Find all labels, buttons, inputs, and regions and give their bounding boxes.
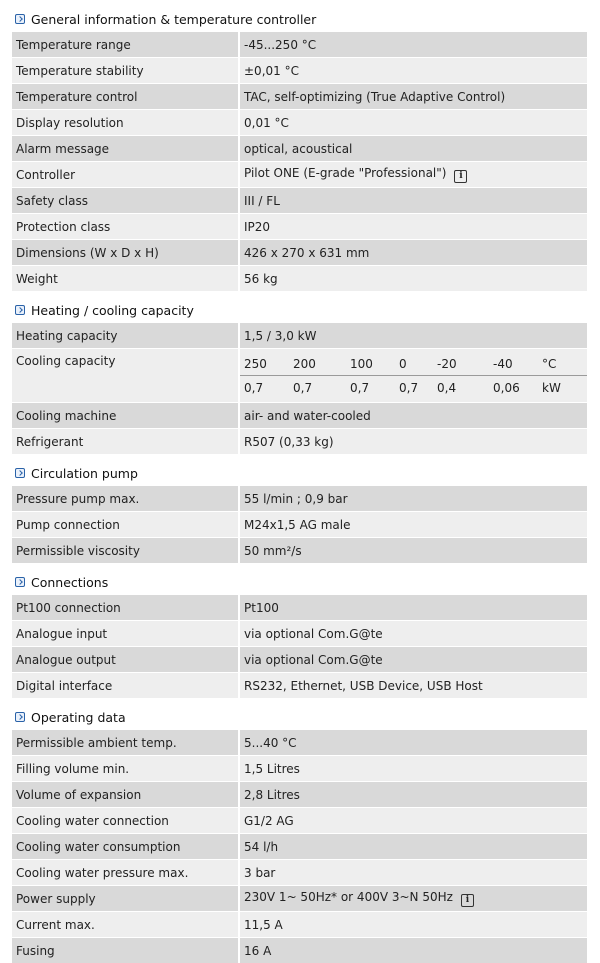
- row-value-cell: [239, 730, 587, 756]
- row-value: 0,01 °C: [244, 116, 289, 130]
- row-value: -45...250 °C: [244, 38, 316, 52]
- table-row: [12, 673, 587, 699]
- table-row: [12, 538, 587, 564]
- row-value-cell: [239, 58, 587, 84]
- row-label: Protection class: [12, 214, 239, 240]
- row-value: 16 A: [244, 944, 271, 958]
- table-row: [12, 84, 587, 110]
- table-row: [12, 860, 587, 886]
- row-label: Cooling water pressure max.: [12, 860, 239, 886]
- capacity-cell: 0,7: [244, 381, 293, 395]
- row-value-cell: [239, 512, 587, 538]
- table-row: [12, 912, 587, 938]
- row-label: Heating capacity: [12, 323, 239, 349]
- section-title: Circulation pump: [31, 466, 138, 481]
- table-row: [12, 403, 587, 429]
- row-value-cell: [239, 162, 587, 188]
- row-value: 56 kg: [244, 272, 278, 286]
- row-label: Temperature range: [12, 32, 239, 58]
- table-row: [12, 938, 587, 963]
- row-value-cell: [239, 595, 587, 621]
- capacity-cell: 0,4: [437, 381, 493, 395]
- row-value: Pilot ONE (E-grade "Professional"): [244, 166, 446, 180]
- row-value-cell: [239, 912, 587, 938]
- row-label: Pressure pump max.: [12, 486, 239, 512]
- row-value: 50 mm²/s: [244, 544, 302, 558]
- row-label: Alarm message: [12, 136, 239, 162]
- row-value-cell: [239, 136, 587, 162]
- table-row: [12, 323, 587, 349]
- row-label: Pt100 connection: [12, 595, 239, 621]
- table-row: [12, 58, 587, 84]
- row-value-cell: [239, 403, 587, 429]
- temperature-cell: 100: [350, 357, 399, 371]
- table-row: [12, 886, 587, 912]
- row-value: 5...40 °C: [244, 736, 297, 750]
- section-arrow-icon: [15, 577, 25, 587]
- temperature-cell: 250: [244, 357, 293, 371]
- section-header: [15, 301, 600, 319]
- row-label: Digital interface: [12, 673, 239, 699]
- row-value: 55 l/min ; 0,9 bar: [244, 492, 348, 506]
- row-value-cell: [239, 214, 587, 240]
- row-value: IP20: [244, 220, 270, 234]
- row-value-cell: [239, 673, 587, 699]
- row-value: R507 (0,33 kg): [244, 435, 334, 449]
- row-value: 1,5 / 3,0 kW: [244, 329, 316, 343]
- table-row: [12, 834, 587, 860]
- temperature-row: [240, 352, 587, 375]
- row-label: Display resolution: [12, 110, 239, 136]
- table-row: [12, 214, 587, 240]
- row-value: 1,5 Litres: [244, 762, 300, 776]
- row-label: Temperature stability: [12, 58, 239, 84]
- row-value: via optional Com.G@te: [244, 627, 383, 641]
- row-label: Analogue input: [12, 621, 239, 647]
- row-label: Pump connection: [12, 512, 239, 538]
- row-label: Analogue output: [12, 647, 239, 673]
- row-label: Safety class: [12, 188, 239, 214]
- row-value: air- and water-cooled: [244, 409, 371, 423]
- row-label: Refrigerant: [12, 429, 239, 455]
- row-value-cell: [239, 756, 587, 782]
- row-value: 11,5 A: [244, 918, 283, 932]
- cooling-capacity-grid: [239, 349, 587, 403]
- row-value: RS232, Ethernet, USB Device, USB Host: [244, 679, 483, 693]
- row-value: III / FL: [244, 194, 280, 208]
- row-value-cell: [239, 188, 587, 214]
- table-row: [12, 110, 587, 136]
- section-header: [15, 10, 600, 28]
- row-value-cell: [239, 429, 587, 455]
- row-value: 426 x 270 x 631 mm: [244, 246, 369, 260]
- temperature-cell: -40: [493, 357, 542, 371]
- row-value: optical, acoustical: [244, 142, 352, 156]
- temperature-cell: 200: [293, 357, 350, 371]
- spec-table: [12, 485, 587, 563]
- row-value: G1/2 AG: [244, 814, 294, 828]
- table-row: [12, 429, 587, 455]
- row-label: Dimensions (W x D x H): [12, 240, 239, 266]
- table-row: [12, 730, 587, 756]
- row-value: Pt100: [244, 601, 279, 615]
- row-label: Cooling capacity: [12, 349, 239, 403]
- table-row: [12, 136, 587, 162]
- row-value-cell: [239, 621, 587, 647]
- row-value-cell: [239, 32, 587, 58]
- row-value-cell: [239, 110, 587, 136]
- row-value: 230V 1~ 50Hz* or 400V 3~N 50Hz: [244, 890, 453, 904]
- section-title: Connections: [31, 575, 108, 590]
- capacity-cell: 0,7: [293, 381, 350, 395]
- section-title: General information & temperature controller: [31, 12, 316, 27]
- table-row: [12, 647, 587, 673]
- section-title: Operating data: [31, 710, 126, 725]
- table-row: [12, 756, 587, 782]
- section-header: [15, 464, 600, 482]
- row-value-cell: [239, 860, 587, 886]
- temperature-cell: 0: [399, 357, 437, 371]
- row-value-cell: [239, 834, 587, 860]
- table-row: [12, 266, 587, 292]
- row-label: Temperature control: [12, 84, 239, 110]
- table-row: [12, 486, 587, 512]
- row-value: TAC, self-optimizing (True Adaptive Control): [244, 90, 505, 104]
- row-value-cell: [239, 240, 587, 266]
- spec-table: [12, 729, 587, 963]
- row-value-cell: [239, 886, 587, 912]
- row-label: Cooling water connection: [12, 808, 239, 834]
- table-row: [12, 782, 587, 808]
- row-value: 3 bar: [244, 866, 275, 880]
- table-row: [12, 621, 587, 647]
- capacity-cell: 0,7: [399, 381, 437, 395]
- table-row: [12, 32, 587, 58]
- row-value-cell: [239, 84, 587, 110]
- row-value: via optional Com.G@te: [244, 653, 383, 667]
- table-row: [12, 808, 587, 834]
- row-label: Controller: [12, 162, 239, 188]
- row-value-cell: [239, 323, 587, 349]
- temperature-cell: -20: [437, 357, 493, 371]
- section-arrow-icon: [15, 305, 25, 315]
- spec-sheet: [0, 10, 600, 963]
- row-value: ±0,01 °C: [244, 64, 299, 78]
- row-value: M24x1,5 AG male: [244, 518, 351, 532]
- capacity-cell: 0,7: [350, 381, 399, 395]
- temperature-cell: °C: [542, 357, 582, 371]
- spec-table: [12, 322, 587, 454]
- row-label: Volume of expansion: [12, 782, 239, 808]
- info-icon[interactable]: i: [454, 170, 467, 183]
- row-value-cell: [239, 266, 587, 292]
- table-row: [12, 595, 587, 621]
- row-value-cell: [239, 938, 587, 963]
- row-value: 54 l/h: [244, 840, 278, 854]
- table-row: [12, 349, 587, 403]
- row-label: Filling volume min.: [12, 756, 239, 782]
- capacity-row: [240, 375, 587, 399]
- row-label: Cooling machine: [12, 403, 239, 429]
- row-label: Power supply: [12, 886, 239, 912]
- row-label: Permissible ambient temp.: [12, 730, 239, 756]
- section-title: Heating / cooling capacity: [31, 303, 194, 318]
- table-row: [12, 512, 587, 538]
- section-arrow-icon: [15, 468, 25, 478]
- row-value: 2,8 Litres: [244, 788, 300, 802]
- row-value-cell: [239, 808, 587, 834]
- section-header: [15, 708, 600, 726]
- capacity-cell: kW: [542, 381, 582, 395]
- row-value-cell: [239, 538, 587, 564]
- capacity-cell: 0,06: [493, 381, 542, 395]
- spec-table: [12, 31, 587, 291]
- row-label: Permissible viscosity: [12, 538, 239, 564]
- row-value-cell: [239, 647, 587, 673]
- row-value-cell: [239, 782, 587, 808]
- row-label: Current max.: [12, 912, 239, 938]
- spec-table: [12, 594, 587, 698]
- section-arrow-icon: [15, 14, 25, 24]
- section-arrow-icon: [15, 712, 25, 722]
- row-label: Fusing: [12, 938, 239, 963]
- table-row: [12, 188, 587, 214]
- table-row: [12, 240, 587, 266]
- info-icon[interactable]: i: [461, 894, 474, 907]
- row-label: Cooling water consumption: [12, 834, 239, 860]
- table-row: [12, 162, 587, 188]
- section-header: [15, 573, 600, 591]
- row-value-cell: [239, 486, 587, 512]
- row-label: Weight: [12, 266, 239, 292]
